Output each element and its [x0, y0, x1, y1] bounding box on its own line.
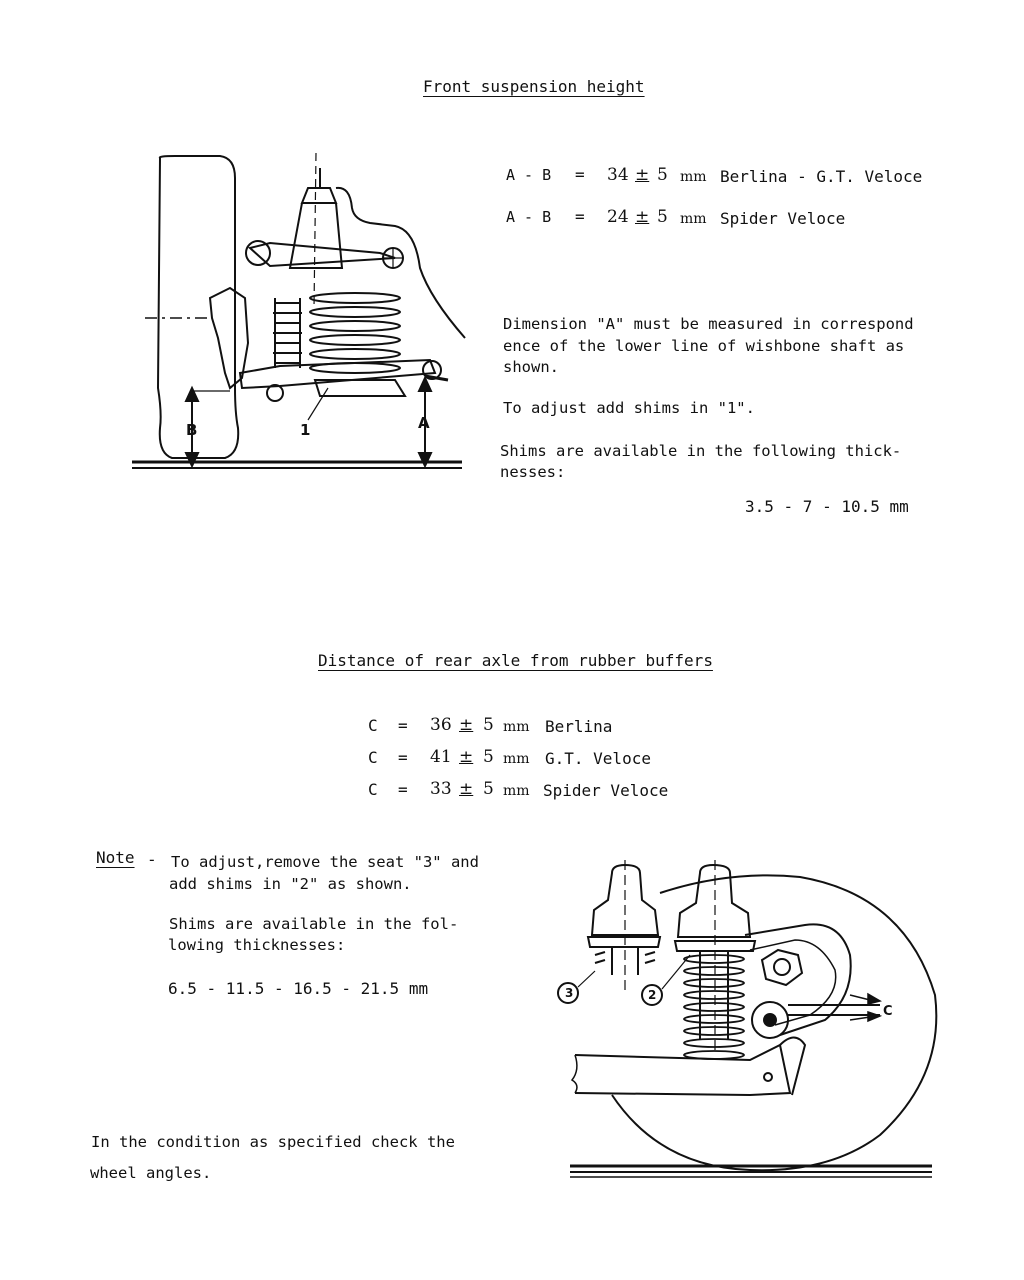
row-unit: mm: [680, 169, 707, 185]
front-section-title: Front suspension height: [423, 77, 645, 96]
row-lhs: A - B: [506, 166, 552, 184]
final-instruction-line: wheel angles.: [90, 1164, 212, 1182]
front-para-line: shown.: [503, 358, 559, 376]
row-model: Berlina: [545, 717, 613, 736]
label-3: 3: [565, 986, 574, 1000]
row-eq: =: [398, 716, 408, 735]
row-plusminus: ±: [635, 207, 650, 227]
row-plusminus: ±: [459, 779, 474, 799]
front-para-line: Dimension "A" must be measured in correspond: [503, 315, 914, 333]
row-unit: mm: [503, 719, 530, 735]
front-thicknesses: 3.5 - 7 - 10.5 mm: [745, 497, 909, 516]
row-unit: mm: [503, 751, 530, 767]
note-label: Note: [96, 848, 135, 867]
row-eq: =: [398, 748, 408, 767]
rear-shims-line: lowing thicknesses:: [168, 936, 346, 954]
front-shims-line: nesses:: [500, 463, 566, 481]
note-line: add shims in "2" as shown.: [169, 875, 412, 893]
row-unit: mm: [680, 211, 707, 227]
row-value: 24: [607, 207, 629, 227]
row-eq: =: [398, 780, 408, 799]
rear-thicknesses: 6.5 - 11.5 - 16.5 - 21.5 mm: [168, 979, 429, 998]
final-instruction-line: In the condition as specified check the: [91, 1133, 455, 1151]
label-2: 2: [648, 988, 657, 1002]
front-para-line: ence of the lower line of wishbone shaft as: [503, 337, 905, 355]
note-line: To adjust,remove the seat "3" and: [171, 853, 479, 871]
label-c: C: [883, 1004, 893, 1019]
front-shims-line: Shims are available in the following thick-: [500, 442, 902, 460]
row-tolerance: 5: [483, 779, 494, 799]
row-value: 36: [430, 715, 452, 735]
row-eq: =: [575, 207, 585, 226]
row-lhs: A - B: [506, 208, 552, 226]
row-tolerance: 5: [657, 207, 668, 227]
row-model: Berlina - G.T. Veloce: [720, 167, 923, 186]
row-model: Spider Veloce: [543, 781, 669, 800]
rear-shims-line: Shims are available in the fol-: [169, 915, 459, 933]
note-dash: -: [147, 850, 157, 869]
label-b: B: [186, 421, 198, 439]
row-plusminus: ±: [459, 747, 474, 767]
row-unit: mm: [503, 783, 530, 799]
row-lhs: C: [368, 716, 378, 735]
row-eq: =: [575, 165, 585, 184]
row-tolerance: 5: [483, 747, 494, 767]
row-model: Spider Veloce: [720, 209, 846, 228]
row-value: 41: [430, 747, 452, 767]
row-plusminus: ±: [635, 165, 650, 185]
row-plusminus: ±: [459, 715, 474, 735]
row-model: G.T. Veloce: [545, 749, 651, 768]
label-a: A: [418, 414, 430, 432]
row-value: 34: [607, 165, 629, 185]
row-tolerance: 5: [657, 165, 668, 185]
rear-section-title: Distance of rear axle from rubber buffers: [318, 651, 713, 670]
label-1: 1: [300, 421, 311, 439]
row-value: 33: [430, 779, 452, 799]
row-lhs: C: [368, 748, 378, 767]
row-tolerance: 5: [483, 715, 494, 735]
row-lhs: C: [368, 780, 378, 799]
front-adjust-text: To adjust add shims in "1".: [503, 399, 755, 417]
